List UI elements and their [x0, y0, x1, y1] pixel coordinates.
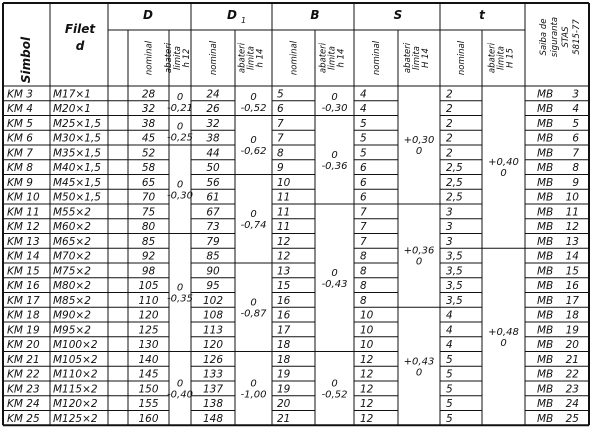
cell-S: 7 [360, 235, 367, 248]
cell-washer-number: 17 [565, 294, 579, 307]
cell-B: 12 [277, 250, 291, 263]
deviation-lower-D: -0,35 [167, 293, 193, 305]
cell-washer: MB [537, 309, 554, 322]
cell-thread: M20×1 [53, 103, 91, 115]
cell-symbol: KM 17 [7, 294, 40, 307]
cell-t: 2 [446, 88, 453, 101]
cell-symbol: KM 21 [7, 353, 40, 366]
cell-washer: MB [537, 235, 554, 248]
subheader-nominal-D: nominal [144, 40, 155, 76]
cell-washer: MB [537, 265, 554, 278]
cell-D1: 85 [206, 250, 220, 263]
cell-t: 3 [446, 235, 453, 248]
cell-symbol: KM 11 [7, 206, 40, 219]
cell-thread: M55×2 [53, 206, 91, 219]
cell-D1: 126 [202, 353, 224, 366]
cell-S: 5 [360, 132, 367, 145]
cell-B: 15 [277, 280, 291, 292]
deviation-upper-t: +0,48 [488, 326, 519, 338]
cell-symbol: KM 9 [7, 176, 33, 189]
cell-D: 145 [138, 368, 159, 381]
cell-S: 8 [360, 250, 367, 263]
subheader-deviation-S-2: H 14 [421, 48, 431, 68]
cell-D1: 108 [202, 309, 224, 322]
cell-thread: M30×1,5 [53, 132, 101, 145]
cell-symbol: KM 20 [7, 339, 40, 351]
cell-D: 120 [138, 309, 159, 322]
cell-washer-number: 22 [565, 368, 579, 381]
cell-thread: M85×2 [53, 294, 91, 307]
cell-D1: 95 [206, 280, 220, 292]
cell-washer-number: 13 [565, 235, 579, 248]
subheader-nominal-D1: nominal [209, 40, 219, 76]
deviation-upper-D: 0 [176, 121, 184, 133]
cell-washer: MB [537, 294, 554, 307]
cell-symbol: KM 6 [7, 132, 33, 145]
cell-D: 155 [138, 398, 159, 410]
deviation-upper-B: 0 [331, 91, 338, 103]
deviation-lower-B: -0,36 [321, 160, 348, 172]
cell-symbol: KM 5 [7, 117, 33, 130]
deviation-lower-D1: -0,62 [240, 146, 267, 157]
cell-S: 10 [360, 339, 374, 351]
cell-t: 3,5 [446, 280, 463, 292]
cell-thread: M110×2 [53, 368, 98, 381]
cell-D: 45 [141, 132, 156, 145]
header-B: B [310, 8, 320, 22]
cell-washer: MB [537, 117, 554, 130]
subheader-deviation-D-0: abateri [164, 42, 174, 74]
cell-symbol: KM 13 [7, 235, 40, 248]
cell-symbol: KM 18 [7, 309, 40, 322]
deviation-lower-D1: -0,74 [240, 219, 267, 231]
cell-thread: M120×2 [53, 398, 98, 410]
cell-thread: M45×1,5 [53, 176, 101, 189]
cell-S: 12 [360, 353, 374, 366]
cell-t: 5 [446, 412, 453, 425]
cell-washer: MB [537, 324, 554, 337]
cell-D: 98 [141, 265, 156, 278]
cell-washer-number: 23 [565, 383, 579, 396]
cell-thread: M95×2 [53, 324, 91, 337]
cell-thread: M17×1 [53, 88, 91, 101]
deviation-upper-D: 0 [176, 179, 184, 191]
cell-thread: M80×2 [53, 280, 91, 292]
subheader-deviation-t-0: abateri [487, 42, 498, 74]
cell-t: 3 [446, 221, 453, 233]
cell-t: 5 [446, 383, 453, 396]
cell-t: 5 [446, 398, 453, 410]
cell-B: 16 [277, 309, 291, 322]
cell-B: 19 [277, 383, 291, 396]
cell-B: 11 [277, 191, 291, 204]
cell-D1: 44 [206, 147, 220, 160]
cell-washer: MB [537, 398, 554, 410]
cell-t: 2,5 [446, 191, 463, 204]
subheader-deviation-t-1: limita [496, 46, 507, 70]
deviation-upper-t: +0,40 [488, 157, 519, 169]
cell-D1: 113 [202, 324, 224, 337]
subheader-nominal-S: nominal [372, 40, 382, 76]
cell-S: 12 [360, 398, 374, 410]
deviation-lower-D: -0,40 [167, 389, 193, 401]
cell-t: 2 [446, 147, 453, 160]
cell-washer-number: 3 [572, 88, 579, 101]
deviation-upper-D1: 0 [250, 378, 257, 390]
cell-t: 2,5 [446, 176, 463, 189]
cell-B: 18 [277, 353, 291, 366]
cell-S: 6 [360, 191, 367, 204]
cell-D1: 137 [202, 383, 224, 396]
cell-D1: 133 [202, 368, 224, 381]
header-S: S [393, 8, 403, 22]
header-t: t [479, 8, 485, 22]
cell-thread: M35×1,5 [53, 147, 101, 160]
deviation-upper-D1: 0 [250, 297, 257, 309]
cell-washer-number: 10 [565, 191, 579, 204]
deviation-lower-S: 0 [415, 256, 423, 268]
cell-symbol: KM 16 [7, 280, 40, 292]
cell-D: 75 [141, 206, 156, 219]
cell-symbol: KM 12 [7, 221, 40, 233]
cell-washer-number: 7 [572, 147, 579, 160]
cell-washer-number: 9 [572, 176, 579, 189]
deviation-upper-D: 0 [176, 282, 184, 294]
deviation-upper-D1: 0 [250, 91, 257, 103]
cell-symbol: KM 8 [7, 162, 33, 174]
cell-washer-number: 12 [565, 221, 579, 233]
cell-thread: M100×2 [53, 339, 98, 351]
deviation-upper-S: +0,43 [403, 356, 435, 368]
cell-S: 12 [360, 368, 374, 381]
cell-B: 11 [277, 221, 291, 233]
cell-D: 92 [141, 250, 156, 263]
table-body [7, 88, 579, 425]
deviation-upper-D1: 0 [250, 135, 257, 146]
cell-D: 52 [141, 147, 156, 160]
cell-washer-number: 8 [572, 162, 579, 174]
cell-D: 58 [141, 162, 156, 174]
cell-washer: MB [537, 339, 554, 351]
cell-washer: MB [537, 250, 554, 263]
cell-thread: M40×1,5 [53, 162, 101, 174]
cell-symbol: KM 7 [7, 147, 33, 160]
cell-thread: M115×2 [53, 383, 98, 396]
cell-t: 5 [446, 353, 453, 366]
cell-D: 160 [138, 412, 159, 425]
cell-B: 20 [277, 398, 291, 410]
cell-D1: 61 [206, 191, 220, 204]
cell-S: 4 [360, 88, 367, 101]
cell-thread: M90×2 [53, 309, 91, 322]
sub-headers [145, 40, 516, 75]
cell-washer-number: 6 [572, 132, 579, 145]
cell-t: 2 [446, 132, 453, 145]
cell-B: 18 [277, 339, 291, 351]
washer-label-line4: 5815-77 [572, 19, 582, 55]
washer-label-line1: Saiba de [539, 18, 549, 56]
cell-D1: 148 [202, 412, 224, 425]
cell-washer: MB [537, 412, 554, 425]
cell-S: 10 [360, 324, 374, 337]
cell-D: 38 [141, 117, 156, 130]
cell-S: 12 [360, 412, 374, 425]
cell-S: 10 [360, 309, 374, 322]
cell-washer-number: 14 [565, 250, 579, 263]
subheader-deviation-B-2: h 14 [336, 48, 347, 68]
cell-washer-number: 20 [565, 339, 579, 351]
cell-D: 80 [141, 221, 156, 233]
cell-washer-number: 25 [565, 412, 579, 425]
cell-symbol: KM 19 [7, 324, 40, 337]
cell-washer: MB [537, 383, 554, 396]
deviation-lower-B: -0,30 [321, 102, 348, 114]
cell-B: 17 [277, 324, 291, 337]
cell-B: 7 [277, 132, 284, 145]
cell-D1: 26 [206, 103, 220, 115]
cell-washer-number: 15 [565, 265, 579, 278]
deviation-lower-D: -0,21 [167, 102, 193, 114]
subheader-nominal-t: nominal [457, 40, 467, 76]
subheader-deviation-D1-1: limita [246, 46, 257, 70]
cell-t: 2,5 [446, 162, 463, 174]
cell-t: 3,5 [446, 250, 463, 263]
cell-D: 65 [141, 176, 156, 189]
cell-washer: MB [537, 88, 554, 101]
header-washer [539, 17, 582, 57]
cell-B: 12 [277, 235, 291, 248]
cell-D1: 38 [206, 132, 220, 145]
cell-B: 9 [277, 162, 284, 174]
cell-washer-number: 18 [565, 309, 579, 322]
cell-washer: MB [537, 353, 554, 366]
cell-D1: 67 [206, 206, 220, 219]
cell-B: 7 [277, 117, 284, 130]
deviation-lower-D: -0,25 [167, 132, 193, 144]
deviation-lower-t: 0 [500, 337, 507, 349]
cell-D1: 56 [206, 176, 220, 189]
cell-D1: 50 [206, 162, 220, 174]
cell-washer-number: 4 [572, 103, 579, 115]
deviation-upper-D1: 0 [250, 208, 257, 220]
deviation-lower-D: -0,30 [167, 190, 193, 202]
cell-washer: MB [537, 132, 554, 145]
cell-washer: MB [537, 162, 554, 174]
cell-symbol: KM 14 [7, 250, 40, 263]
cell-S: 8 [360, 294, 367, 307]
cell-washer: MB [537, 147, 554, 160]
deviation-upper-B: 0 [331, 267, 338, 279]
cell-washer: MB [537, 368, 554, 381]
cell-washer-number: 19 [565, 324, 579, 337]
cell-B: 8 [277, 147, 284, 160]
deviation-lower-S: 0 [415, 367, 423, 379]
deviation-lower-t: 0 [500, 168, 507, 180]
cell-D: 125 [138, 324, 159, 337]
cell-B: 19 [277, 368, 291, 381]
cell-washer-number: 5 [572, 117, 579, 130]
subheader-deviation-B-1: limita [327, 46, 338, 70]
subheader-deviation-D-1: limita [173, 46, 183, 70]
cell-washer: MB [537, 176, 554, 189]
cell-symbol: KM 23 [7, 383, 40, 396]
cell-B: 16 [277, 294, 291, 307]
cell-t: 3 [446, 206, 453, 219]
cell-symbol: KM 22 [7, 368, 40, 381]
cell-D: 32 [141, 103, 156, 115]
cell-D1: 90 [206, 265, 220, 278]
cell-symbol: KM 25 [7, 412, 40, 425]
cell-B: 6 [277, 103, 284, 115]
cell-washer: MB [537, 221, 554, 233]
cell-t: 4 [446, 339, 453, 351]
cell-D: 28 [141, 88, 156, 101]
cell-thread: M70×2 [53, 250, 91, 263]
cell-S: 5 [360, 147, 367, 160]
cell-D1: 102 [202, 294, 224, 307]
cell-S: 5 [360, 117, 367, 130]
deviation-lower-B: -0,52 [321, 389, 348, 401]
deviation-lower-B: -0,43 [321, 278, 348, 290]
cell-D1: 73 [206, 221, 220, 233]
cell-washer-number: 24 [565, 398, 579, 410]
cell-D: 130 [138, 339, 159, 351]
cell-S: 4 [360, 103, 367, 115]
cell-S: 6 [360, 176, 367, 189]
cell-washer-number: 11 [565, 206, 579, 219]
cell-D1: 120 [202, 339, 224, 351]
subheader-deviation-D1-2: h 14 [255, 48, 266, 68]
cell-t: 2 [446, 103, 453, 115]
cell-S: 8 [360, 280, 367, 292]
cell-B: 21 [277, 412, 291, 425]
cell-D: 105 [138, 280, 159, 292]
cell-S: 6 [360, 162, 367, 174]
cell-thread: M65×2 [53, 235, 91, 248]
cell-washer-number: 21 [565, 353, 579, 366]
deviation-lower-D1: -1,00 [240, 389, 267, 401]
cell-washer: MB [537, 103, 554, 115]
cell-B: 11 [277, 206, 291, 219]
cell-thread: M50×1,5 [53, 191, 101, 204]
subheader-deviation-S-0: abateri [403, 42, 413, 74]
deviation-upper-D: 0 [176, 378, 184, 390]
deviation-upper-S: +0,36 [403, 245, 435, 257]
cell-thread: M125×2 [53, 412, 98, 425]
cell-symbol: KM 15 [7, 265, 40, 278]
cell-S: 12 [360, 383, 374, 396]
cell-washer-number: 16 [565, 280, 579, 292]
subheader-deviation-S-1: limita [412, 46, 422, 70]
cell-thread: M75×2 [53, 265, 91, 278]
subheader-nominal-B: nominal [289, 40, 300, 76]
cell-t: 4 [446, 309, 453, 322]
cell-t: 2 [446, 117, 453, 130]
cell-D1: 79 [206, 235, 220, 248]
cell-D: 85 [141, 235, 156, 248]
cell-thread: M105×2 [53, 353, 98, 366]
deviation-upper-S: +0,30 [403, 135, 435, 146]
deviation-lower-D1: -0,52 [240, 102, 267, 114]
cell-B: 10 [277, 176, 291, 189]
subheader-deviation-D-2: h 12 [182, 48, 192, 68]
header-D1: D [227, 8, 237, 22]
washer-label-line2: siguranta [550, 16, 560, 58]
cell-D: 150 [138, 383, 159, 396]
cell-t: 5 [446, 368, 453, 381]
cell-symbol: KM 4 [7, 103, 33, 115]
header-filet: Filet [64, 22, 96, 36]
cell-washer: MB [537, 191, 554, 204]
subheader-deviation-D1-0: abateri [237, 42, 248, 74]
header-symbol: Simbol [19, 36, 33, 84]
cell-D1: 32 [206, 117, 220, 130]
cell-S: 7 [360, 221, 367, 233]
cell-D: 140 [138, 353, 159, 366]
cell-symbol: KM 10 [7, 191, 40, 204]
cell-D1: 24 [206, 88, 220, 101]
subheader-deviation-B-0: abateri [318, 42, 329, 74]
cell-thread: M60×2 [53, 221, 91, 233]
cell-D: 70 [141, 191, 156, 204]
subheader-deviation-t-2: H 15 [505, 48, 516, 68]
cell-t: 3,5 [446, 294, 463, 307]
washer-label-line3: STAS [561, 26, 571, 48]
cell-S: 7 [360, 206, 367, 219]
header-filet-d: d [75, 39, 85, 53]
cell-t: 4 [446, 324, 453, 337]
cell-thread: M25×1,5 [53, 117, 101, 130]
cell-washer: MB [537, 280, 554, 292]
deviation-lower-S: 0 [415, 146, 423, 157]
cell-t: 3,5 [446, 265, 463, 278]
cell-symbol: KM 24 [7, 398, 40, 410]
cell-B: 13 [277, 265, 291, 278]
cell-B: 5 [277, 88, 284, 101]
header-D: D [143, 8, 153, 22]
cell-washer: MB [537, 206, 554, 219]
deviation-upper-B: 0 [331, 378, 338, 390]
cell-S: 8 [360, 265, 367, 278]
cell-D: 110 [138, 294, 159, 307]
header-D1-subscript: 1 [241, 16, 247, 25]
cell-D1: 138 [202, 398, 224, 410]
deviation-upper-B: 0 [331, 149, 338, 161]
deviation-upper-D: 0 [176, 91, 184, 103]
deviation-lower-D1: -0,87 [240, 308, 267, 320]
cell-symbol: KM 3 [7, 88, 33, 101]
